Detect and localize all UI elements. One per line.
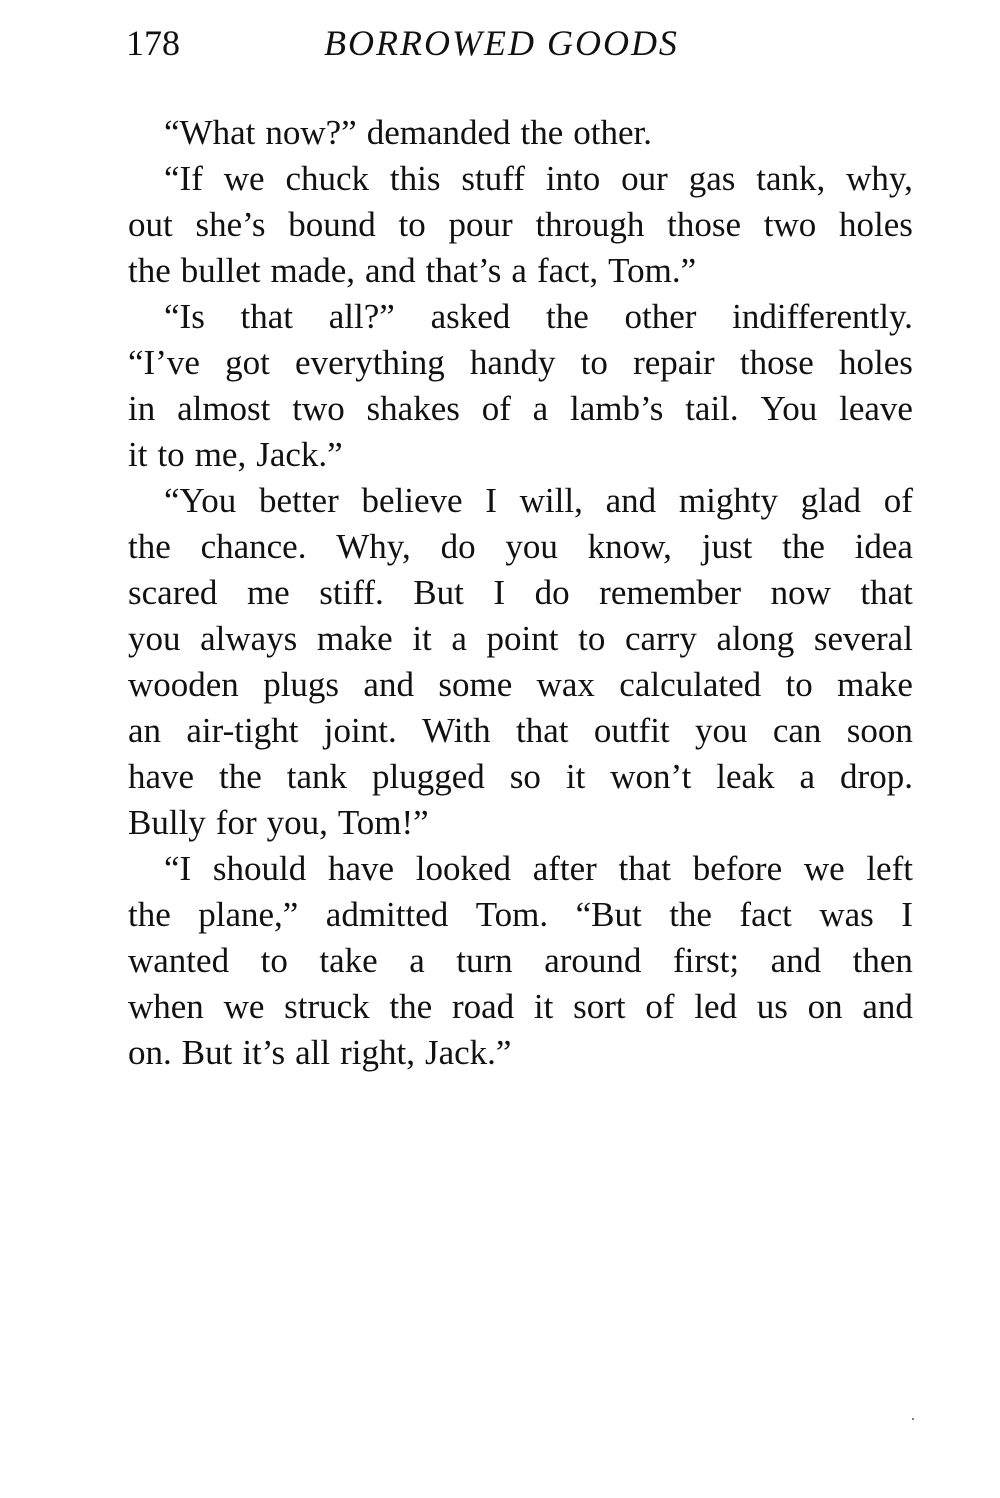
text-line: “Is that all?” asked the other indifferently. (164, 297, 913, 336)
running-title: BORROWED GOODS (324, 23, 679, 63)
page-number: 178 (126, 23, 180, 63)
text-line: the plane,” admitted Tom. “But the fact was I (128, 895, 913, 934)
text-line: Bully for you, Tom!” (128, 803, 429, 842)
text-line: the chance. Why, do you know, just the idea (128, 527, 913, 566)
text-line: “What now?” demanded the other. (164, 113, 653, 152)
text-line: wooden plugs and some wax calculated to make (128, 665, 913, 704)
text-line: have the tank plugged so it won’t leak a drop. (128, 757, 913, 796)
text-line: “I should have looked after that before we left (164, 849, 913, 888)
text-line: when we struck the road it sort of led us on and (128, 987, 913, 1026)
text-line: “I’ve got everything handy to repair those holes (128, 343, 913, 382)
text-line: on. But it’s all right, Jack.” (128, 1033, 512, 1072)
text-line: wanted to take a turn around first; and then (128, 941, 913, 980)
text-line: out she’s bound to pour through those two holes (128, 205, 913, 244)
text-line: you always make it a point to carry along several (128, 619, 913, 658)
text-line: scared me stiff. But I do remember now that (128, 573, 913, 612)
text-line: in almost two shakes of a lamb’s tail. You leave (128, 389, 913, 428)
text-line: “You better believe I will, and mighty glad of (164, 481, 913, 520)
text-line: “If we chuck this stuff into our gas tank, why, (164, 159, 913, 198)
scan-speck (912, 1418, 914, 1420)
text-line: the bullet made, and that’s a fact, Tom.” (128, 251, 697, 290)
text-line: an air-tight joint. With that outfit you can soon (128, 711, 913, 750)
running-head (126, 18, 916, 68)
body-text (128, 110, 913, 1076)
text-line: it to me, Jack.” (128, 435, 343, 474)
